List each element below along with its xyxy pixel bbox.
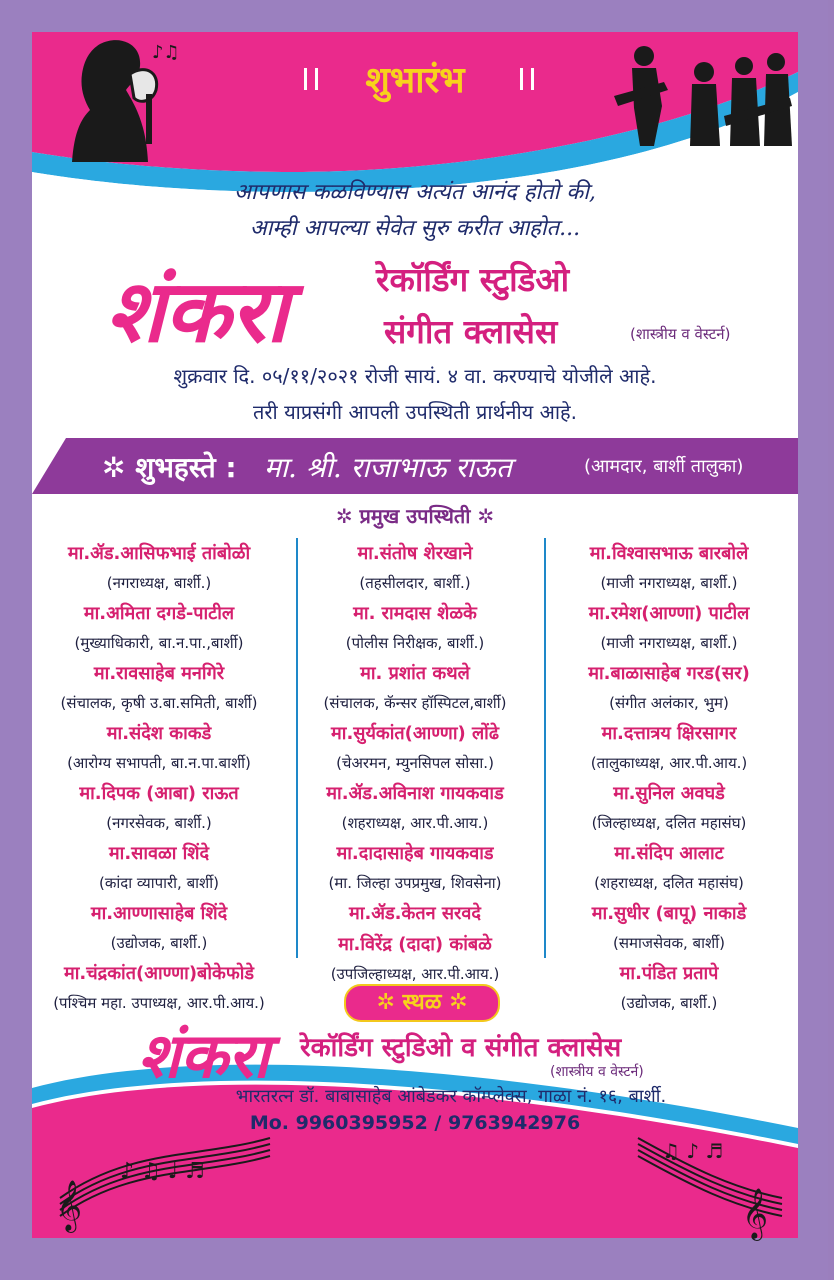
title-ornament-right [520,68,534,90]
singer-silhouette-icon [60,34,180,162]
chief-guest-banner [32,438,798,494]
venue-label: ✲ स्थळ ✲ [344,984,500,1022]
guest-name: मा.सावळा शिंदे [108,843,210,864]
intro-line-1: आपणास कळविण्यास अत्यंत आनंद होतो की, [234,180,596,205]
guest-name: मा.पंडित प्रतापे [619,963,719,984]
guest-name: मा.ॲड.अविनाश गायकवाड [326,783,504,804]
title-ornament-left [304,68,318,90]
guest-role: (कांदा व्यापारी, बार्शी) [99,874,219,892]
guest-name: मा.आण्णासाहेब शिंदे [90,903,228,924]
brand-line-2: संगीत क्लासेस [384,312,558,351]
guest-name: मा.संतोष शेरखाने [357,543,473,564]
guest-name: मा.चंद्रकांत(आण्णा)बोकेफोडे [63,963,254,984]
guest-name: मा. रामदास शेळके [353,603,477,624]
guest-role: (मा. जिल्हा उपप्रमुख, शिवसेना) [328,874,502,892]
guest-role: (शहराध्यक्ष, दलित महासंघ) [594,874,744,892]
guest-name: मा.रावसाहेब मनगिरे [93,663,225,684]
guest-column-3 [544,538,794,1018]
guest-name: मा.बाळासाहेब गरड(सर) [588,663,750,684]
event-line-1: शुक्रवार दि. ०५/११/२०२१ रोजी सायं. ४ वा. करण्याचे योजीले आहे. [173,364,657,388]
guest-name: मा.दत्तात्रय क्षिरसागर [601,723,737,744]
guest-role: (चेअरमन, म्युनसिपल सोसा.) [336,754,494,772]
guest-name: मा.ॲड.केतन सरवदे [349,903,481,924]
guest-name: मा.दादासाहेब गायकवाड [336,843,494,864]
intro-line-2: आम्ही आपल्या सेवेत सुरु करीत आहोत... [249,216,581,241]
guest-name: मा.विश्वासभाऊ बारबोले [589,543,749,564]
music-notes-left-icon [50,1128,280,1231]
venue-note: (शास्त्रीय व वेस्टर्न) [550,1064,644,1080]
chief-guest-name: मा. श्री. राजाभाऊ राऊत [264,451,512,484]
venue-phone: Mo. 9960395952 / 9763942976 [249,1112,581,1134]
guest-role: (तहसीलदार, बार्शी.) [359,574,471,592]
music-notes-right-icon [632,1128,792,1239]
svg-text:♪♫: ♪♫ [152,42,180,63]
guest-role: (समाजसेवक, बार्शी) [613,934,725,952]
header-title: शुभारंभ [365,60,465,101]
poster-card [32,32,798,1238]
guest-role: (उपजिल्हाध्यक्ष, आर.पी.आय.) [330,965,500,983]
guests-heading: ✲ प्रमुख उपस्थिती ✲ [335,504,495,528]
guest-name: मा. प्रशांत कथले [360,663,470,684]
guest-role: (आरोग्य सभापती, बा.न.पा.बार्शी) [67,754,251,772]
guest-name: मा.दिपक (आबा) राऊत [79,783,239,804]
guest-role: (पश्चिम महा. उपाध्यक्ष, आर.पी.आय.) [53,994,265,1012]
guest-name: मा.संदिप आलाट [614,843,724,864]
chief-guest-label: ✲ शुभहस्ते : [102,451,237,484]
svg-text:𝄞: 𝄞 [742,1188,769,1239]
chief-guest-title: (आमदार, बार्शी तालुका) [584,456,744,477]
guest-role: (माजी नगराध्यक्ष, बार्शी.) [600,574,738,592]
guest-name: मा.रमेश(आण्णा) पाटील [588,603,750,624]
brand-logo: शंकरा [106,261,288,362]
venue-logo: शंकरा [138,1019,270,1092]
svg-text:𝄞: 𝄞 [56,1180,83,1231]
guest-role: (संचालक, कॅन्सर हॉस्पिटल,बार्शी) [323,694,507,712]
brand-line-1: रेकॉर्डिंग स्टुडिओ [376,260,570,299]
guest-role: (तालुकाध्यक्ष, आर.पी.आय.) [590,754,748,772]
venue-name: रेकॉर्डिंग स्टुडिओ व संगीत क्लासेस [300,1033,622,1063]
band-silhouette-icon [604,36,794,156]
guest-column-1 [34,538,284,1018]
event-line-2: तरी याप्रसंगी आपली उपस्थिती प्रार्थनीय आहे. [252,400,578,424]
guest-name: मा.अमिता दगडे-पाटील [83,603,235,624]
guest-name: मा.ॲड.आसिफभाई तांबोळी [67,543,251,564]
guest-role: (नगराध्यक्ष, बार्शी.) [106,574,212,592]
guest-role: (मुख्याधिकारी, बा.न.पा.,बार्शी) [74,634,244,652]
guest-name: मा.संदेश काकडे [106,723,212,744]
venue-address: भारतरत्न डॉ. बाबासाहेब आंबेडकर कॉम्प्लेक्स, गाळा नं. १६, बार्शी. [235,1086,667,1107]
brand-note: (शास्त्रीय व वेस्टर्न) [630,325,731,343]
guest-name: मा.विरेंद्र (दादा) कांबळे [338,934,492,955]
guest-role: (उद्योजक, बार्शी.) [110,934,208,952]
svg-text:♪ ♫ ♩ ♬: ♪ ♫ ♩ ♬ [120,1159,205,1184]
svg-text:♫ ♪ ♬: ♫ ♪ ♬ [662,1139,724,1163]
guest-role: (शहराध्यक्ष, आर.पी.आय.) [341,814,489,832]
guest-role: (जिल्हाध्यक्ष, दलित महासंघ) [591,814,747,832]
banner-notch [32,438,66,494]
guest-role: (माजी नगराध्यक्ष, बार्शी.) [600,634,738,652]
guest-column-2 [290,538,540,989]
guest-role: (उद्योजक, बार्शी.) [620,994,718,1012]
guest-name: मा.सुधीर (बापू) नाकाडे [591,903,747,924]
guest-name: मा.सुनिल अवघडे [613,783,725,804]
guest-role: (पोलीस निरीक्षक, बार्शी.) [345,634,485,652]
guest-role: (नगरसेवक, बार्शी.) [106,814,212,832]
guest-role: (संचालक, कृषी उ.बा.समिती, बार्शी) [60,694,258,712]
guest-name: मा.सुर्यकांत(आण्णा) लोंढे [331,723,499,744]
guest-role: (संगीत अलंकार, भुम) [609,694,729,712]
